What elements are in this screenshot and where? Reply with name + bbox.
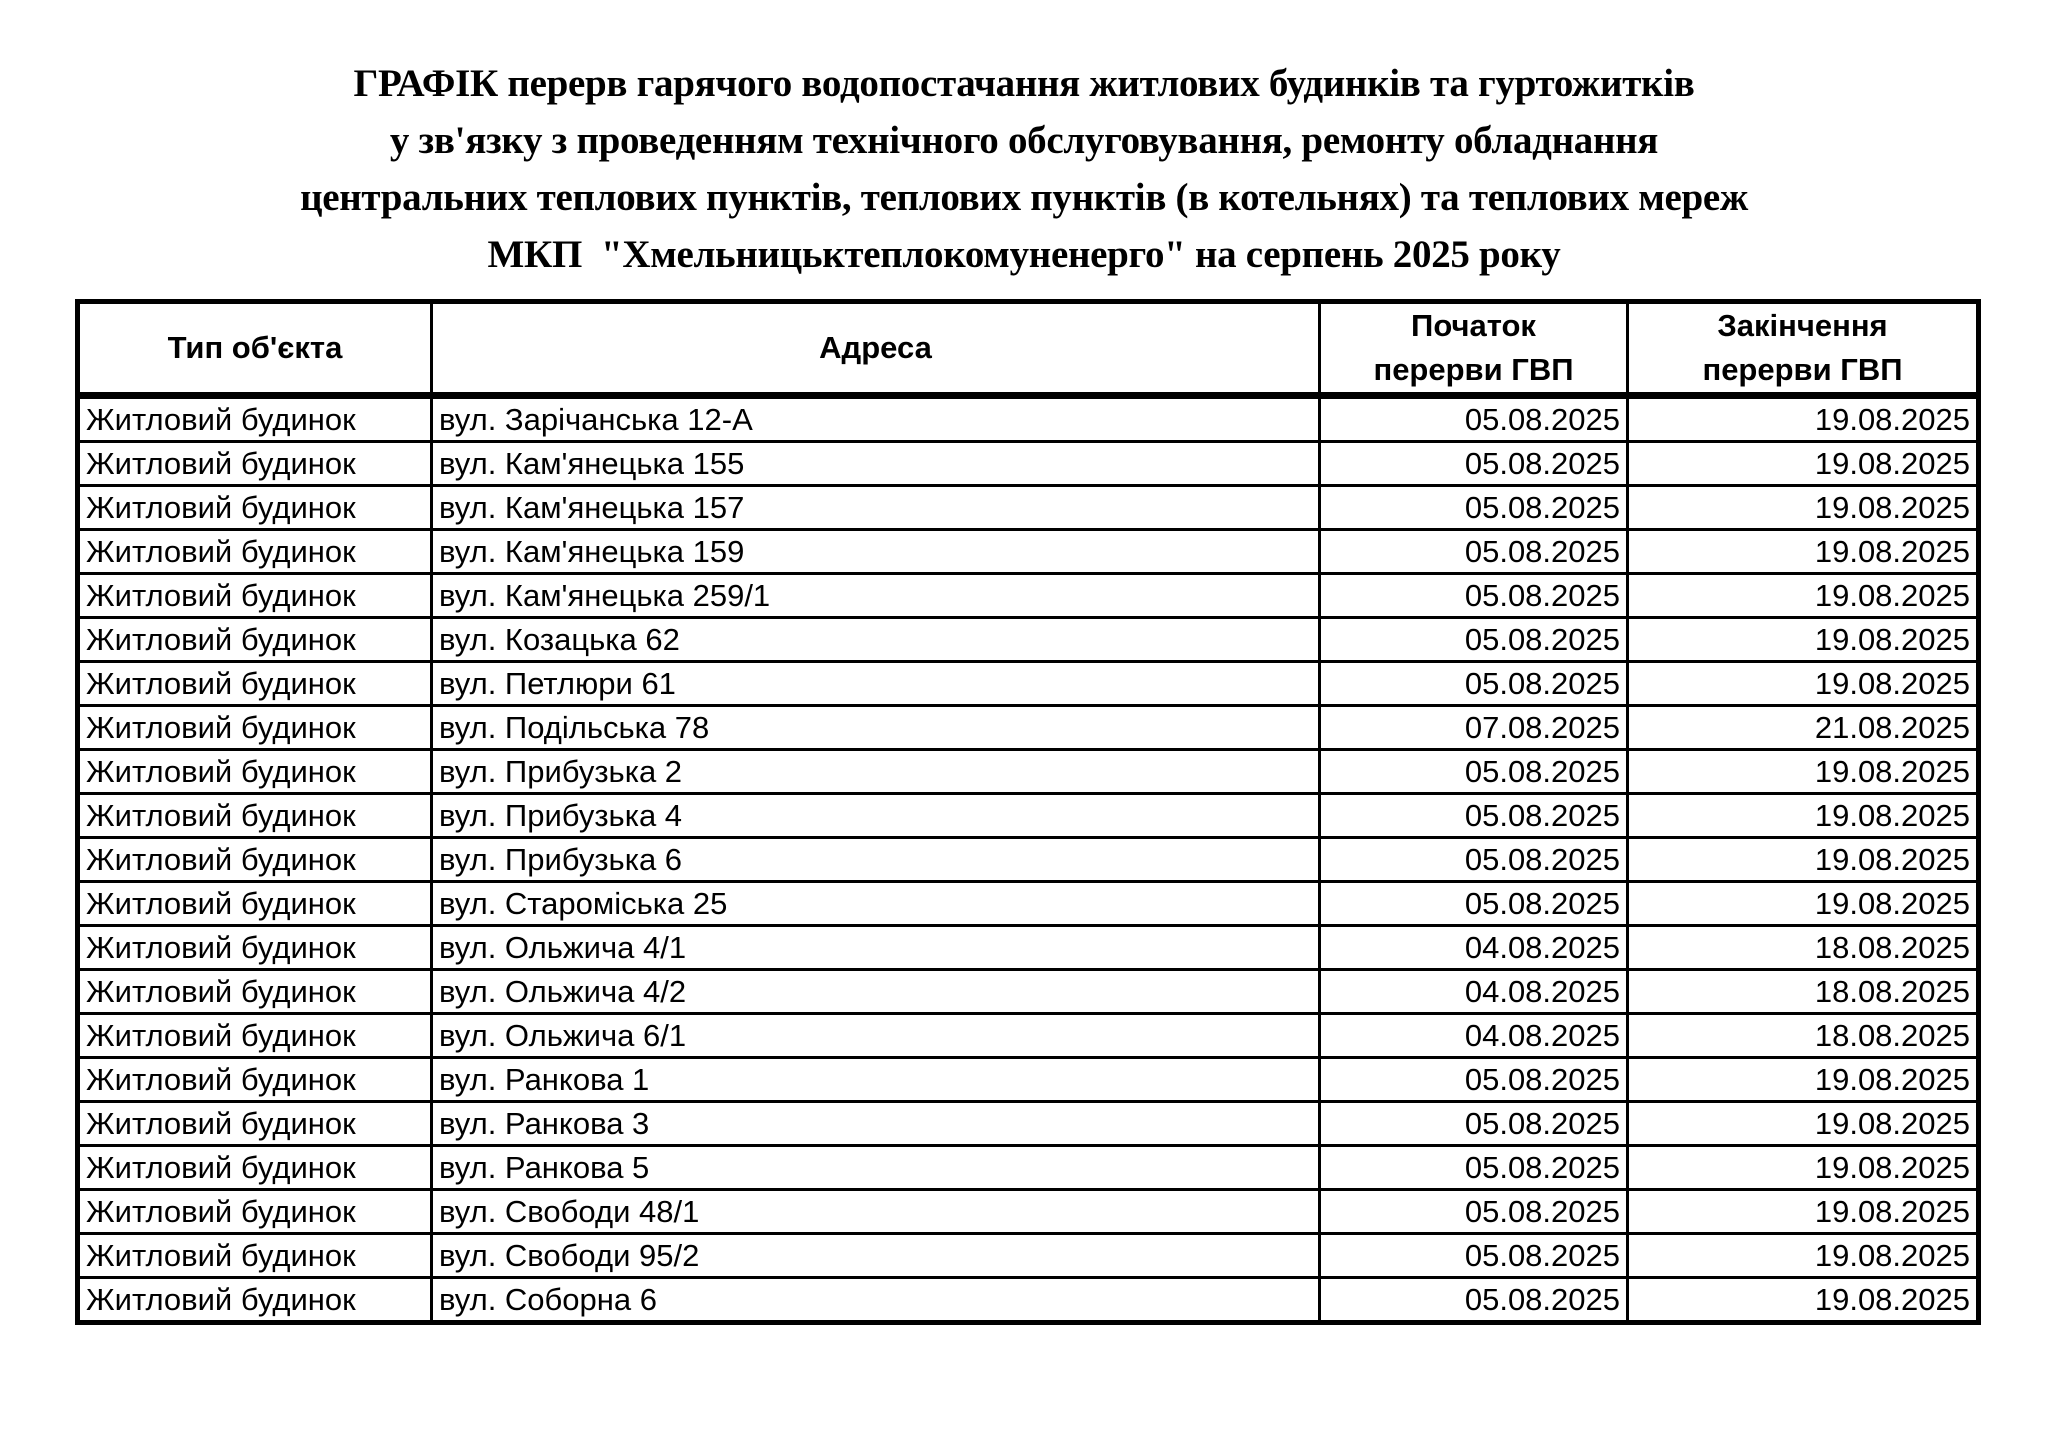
table-row: [78, 794, 1979, 838]
cell-end-date: 19.08.2025: [1628, 838, 1979, 882]
cell-start-date: 04.08.2025: [1320, 1014, 1628, 1058]
cell-object-type: Житловий будинок: [78, 838, 432, 882]
cell-address: вул. Соборна 6: [432, 1278, 1320, 1323]
header-end-date: [1628, 302, 1979, 396]
table-row: [78, 1278, 1979, 1323]
header-start-line-2: перерви ГВП: [1373, 352, 1574, 387]
header-end-line-2: перерви ГВП: [1702, 352, 1903, 387]
cell-start-date: 05.08.2025: [1320, 1278, 1628, 1323]
cell-object-type: Житловий будинок: [78, 926, 432, 970]
table-row: [78, 1102, 1979, 1146]
cell-end-date: 19.08.2025: [1628, 662, 1979, 706]
cell-address: вул. Ольжича 4/2: [432, 970, 1320, 1014]
cell-address: вул. Козацька 62: [432, 618, 1320, 662]
cell-object-type: Житловий будинок: [78, 750, 432, 794]
table-row: [78, 838, 1979, 882]
cell-end-date: 19.08.2025: [1628, 574, 1979, 618]
cell-end-date: 19.08.2025: [1628, 1234, 1979, 1278]
cell-address: вул. Ранкова 5: [432, 1146, 1320, 1190]
cell-start-date: 05.08.2025: [1320, 530, 1628, 574]
table-row: [78, 618, 1979, 662]
schedule-table: [75, 299, 1981, 1325]
document-title: [0, 55, 2048, 283]
cell-start-date: 05.08.2025: [1320, 1234, 1628, 1278]
table-row: [78, 486, 1979, 530]
cell-address: вул. Подільська 78: [432, 706, 1320, 750]
cell-end-date: 19.08.2025: [1628, 618, 1979, 662]
header-start-line-1: Початок: [1411, 308, 1536, 343]
table-row: [78, 750, 1979, 794]
cell-object-type: Житловий будинок: [78, 706, 432, 750]
table-header: [78, 302, 1979, 396]
title-line-4: МКП "Хмельницьктеплокомуненерго" на серпень 2025 року: [487, 233, 1561, 276]
cell-object-type: Житловий будинок: [78, 662, 432, 706]
table-row: [78, 706, 1979, 750]
cell-end-date: 19.08.2025: [1628, 1102, 1979, 1146]
cell-end-date: 19.08.2025: [1628, 1190, 1979, 1234]
cell-end-date: 19.08.2025: [1628, 530, 1979, 574]
cell-address: вул. Прибузька 4: [432, 794, 1320, 838]
cell-start-date: 05.08.2025: [1320, 396, 1628, 442]
table-row: [78, 970, 1979, 1014]
cell-end-date: 19.08.2025: [1628, 486, 1979, 530]
table-row: [78, 1146, 1979, 1190]
table-row: [78, 1014, 1979, 1058]
cell-end-date: 18.08.2025: [1628, 970, 1979, 1014]
table-body: [78, 396, 1979, 1323]
cell-address: вул. Петлюри 61: [432, 662, 1320, 706]
cell-end-date: 19.08.2025: [1628, 794, 1979, 838]
cell-start-date: 05.08.2025: [1320, 486, 1628, 530]
cell-start-date: 04.08.2025: [1320, 926, 1628, 970]
cell-start-date: 07.08.2025: [1320, 706, 1628, 750]
cell-start-date: 05.08.2025: [1320, 1190, 1628, 1234]
cell-object-type: Житловий будинок: [78, 970, 432, 1014]
cell-end-date: 18.08.2025: [1628, 926, 1979, 970]
cell-object-type: Житловий будинок: [78, 794, 432, 838]
title-line-1: ГРАФІК перерв гарячого водопостачання житлових будинків та гуртожитків: [353, 62, 1695, 105]
cell-start-date: 05.08.2025: [1320, 1058, 1628, 1102]
cell-end-date: 19.08.2025: [1628, 1146, 1979, 1190]
cell-start-date: 05.08.2025: [1320, 618, 1628, 662]
cell-start-date: 05.08.2025: [1320, 882, 1628, 926]
cell-end-date: 19.08.2025: [1628, 1058, 1979, 1102]
table-row: [78, 574, 1979, 618]
cell-address: вул. Прибузька 6: [432, 838, 1320, 882]
cell-end-date: 18.08.2025: [1628, 1014, 1979, 1058]
table-row: [78, 1234, 1979, 1278]
cell-start-date: 05.08.2025: [1320, 574, 1628, 618]
cell-address: вул. Кам'янецька 259/1: [432, 574, 1320, 618]
header-start-date: [1320, 302, 1628, 396]
cell-address: вул. Ольжича 6/1: [432, 1014, 1320, 1058]
title-line-2: у зв'язку з проведенням технічного обслуговування, ремонту обладнання: [389, 119, 1659, 162]
table-row: [78, 1058, 1979, 1102]
table-row: [78, 662, 1979, 706]
cell-start-date: 05.08.2025: [1320, 662, 1628, 706]
cell-address: вул. Кам'янецька 157: [432, 486, 1320, 530]
cell-object-type: Житловий будинок: [78, 882, 432, 926]
cell-object-type: Житловий будинок: [78, 1058, 432, 1102]
cell-object-type: Житловий будинок: [78, 1190, 432, 1234]
cell-object-type: Житловий будинок: [78, 1278, 432, 1323]
table-row: [78, 530, 1979, 574]
cell-address: вул. Ольжича 4/1: [432, 926, 1320, 970]
cell-address: вул. Кам'янецька 159: [432, 530, 1320, 574]
cell-address: вул. Ранкова 3: [432, 1102, 1320, 1146]
cell-start-date: 05.08.2025: [1320, 838, 1628, 882]
title-line-3: центральних теплових пунктів, теплових пунктів (в котельнях) та теплових мереж: [300, 176, 1748, 219]
cell-start-date: 05.08.2025: [1320, 794, 1628, 838]
cell-object-type: Житловий будинок: [78, 618, 432, 662]
cell-address: вул. Свободи 48/1: [432, 1190, 1320, 1234]
cell-address: вул. Прибузька 2: [432, 750, 1320, 794]
cell-object-type: Житловий будинок: [78, 1102, 432, 1146]
cell-end-date: 19.08.2025: [1628, 750, 1979, 794]
cell-start-date: 05.08.2025: [1320, 442, 1628, 486]
header-address: Адреса: [432, 302, 1320, 396]
header-object-type: Тип об'єкта: [78, 302, 432, 396]
cell-object-type: Житловий будинок: [78, 1146, 432, 1190]
cell-start-date: 05.08.2025: [1320, 750, 1628, 794]
cell-address: вул. Ранкова 1: [432, 1058, 1320, 1102]
header-end-line-1: Закінчення: [1717, 308, 1888, 343]
cell-address: вул. Староміська 25: [432, 882, 1320, 926]
table-row: [78, 882, 1979, 926]
cell-object-type: Житловий будинок: [78, 1234, 432, 1278]
cell-object-type: Житловий будинок: [78, 486, 432, 530]
cell-object-type: Житловий будинок: [78, 574, 432, 618]
cell-address: вул. Кам'янецька 155: [432, 442, 1320, 486]
table-row: [78, 926, 1979, 970]
cell-end-date: 19.08.2025: [1628, 396, 1979, 442]
cell-start-date: 04.08.2025: [1320, 970, 1628, 1014]
header-row: [78, 302, 1979, 396]
cell-address: вул. Свободи 95/2: [432, 1234, 1320, 1278]
cell-end-date: 19.08.2025: [1628, 882, 1979, 926]
cell-object-type: Житловий будинок: [78, 442, 432, 486]
cell-start-date: 05.08.2025: [1320, 1102, 1628, 1146]
cell-object-type: Житловий будинок: [78, 1014, 432, 1058]
table-row: [78, 1190, 1979, 1234]
table-row: [78, 442, 1979, 486]
cell-start-date: 05.08.2025: [1320, 1146, 1628, 1190]
cell-end-date: 19.08.2025: [1628, 1278, 1979, 1323]
cell-end-date: 21.08.2025: [1628, 706, 1979, 750]
table-row: [78, 396, 1979, 442]
cell-end-date: 19.08.2025: [1628, 442, 1979, 486]
cell-address: вул. Зарічанська 12-А: [432, 396, 1320, 442]
cell-object-type: Житловий будинок: [78, 530, 432, 574]
cell-object-type: Житловий будинок: [78, 396, 432, 442]
